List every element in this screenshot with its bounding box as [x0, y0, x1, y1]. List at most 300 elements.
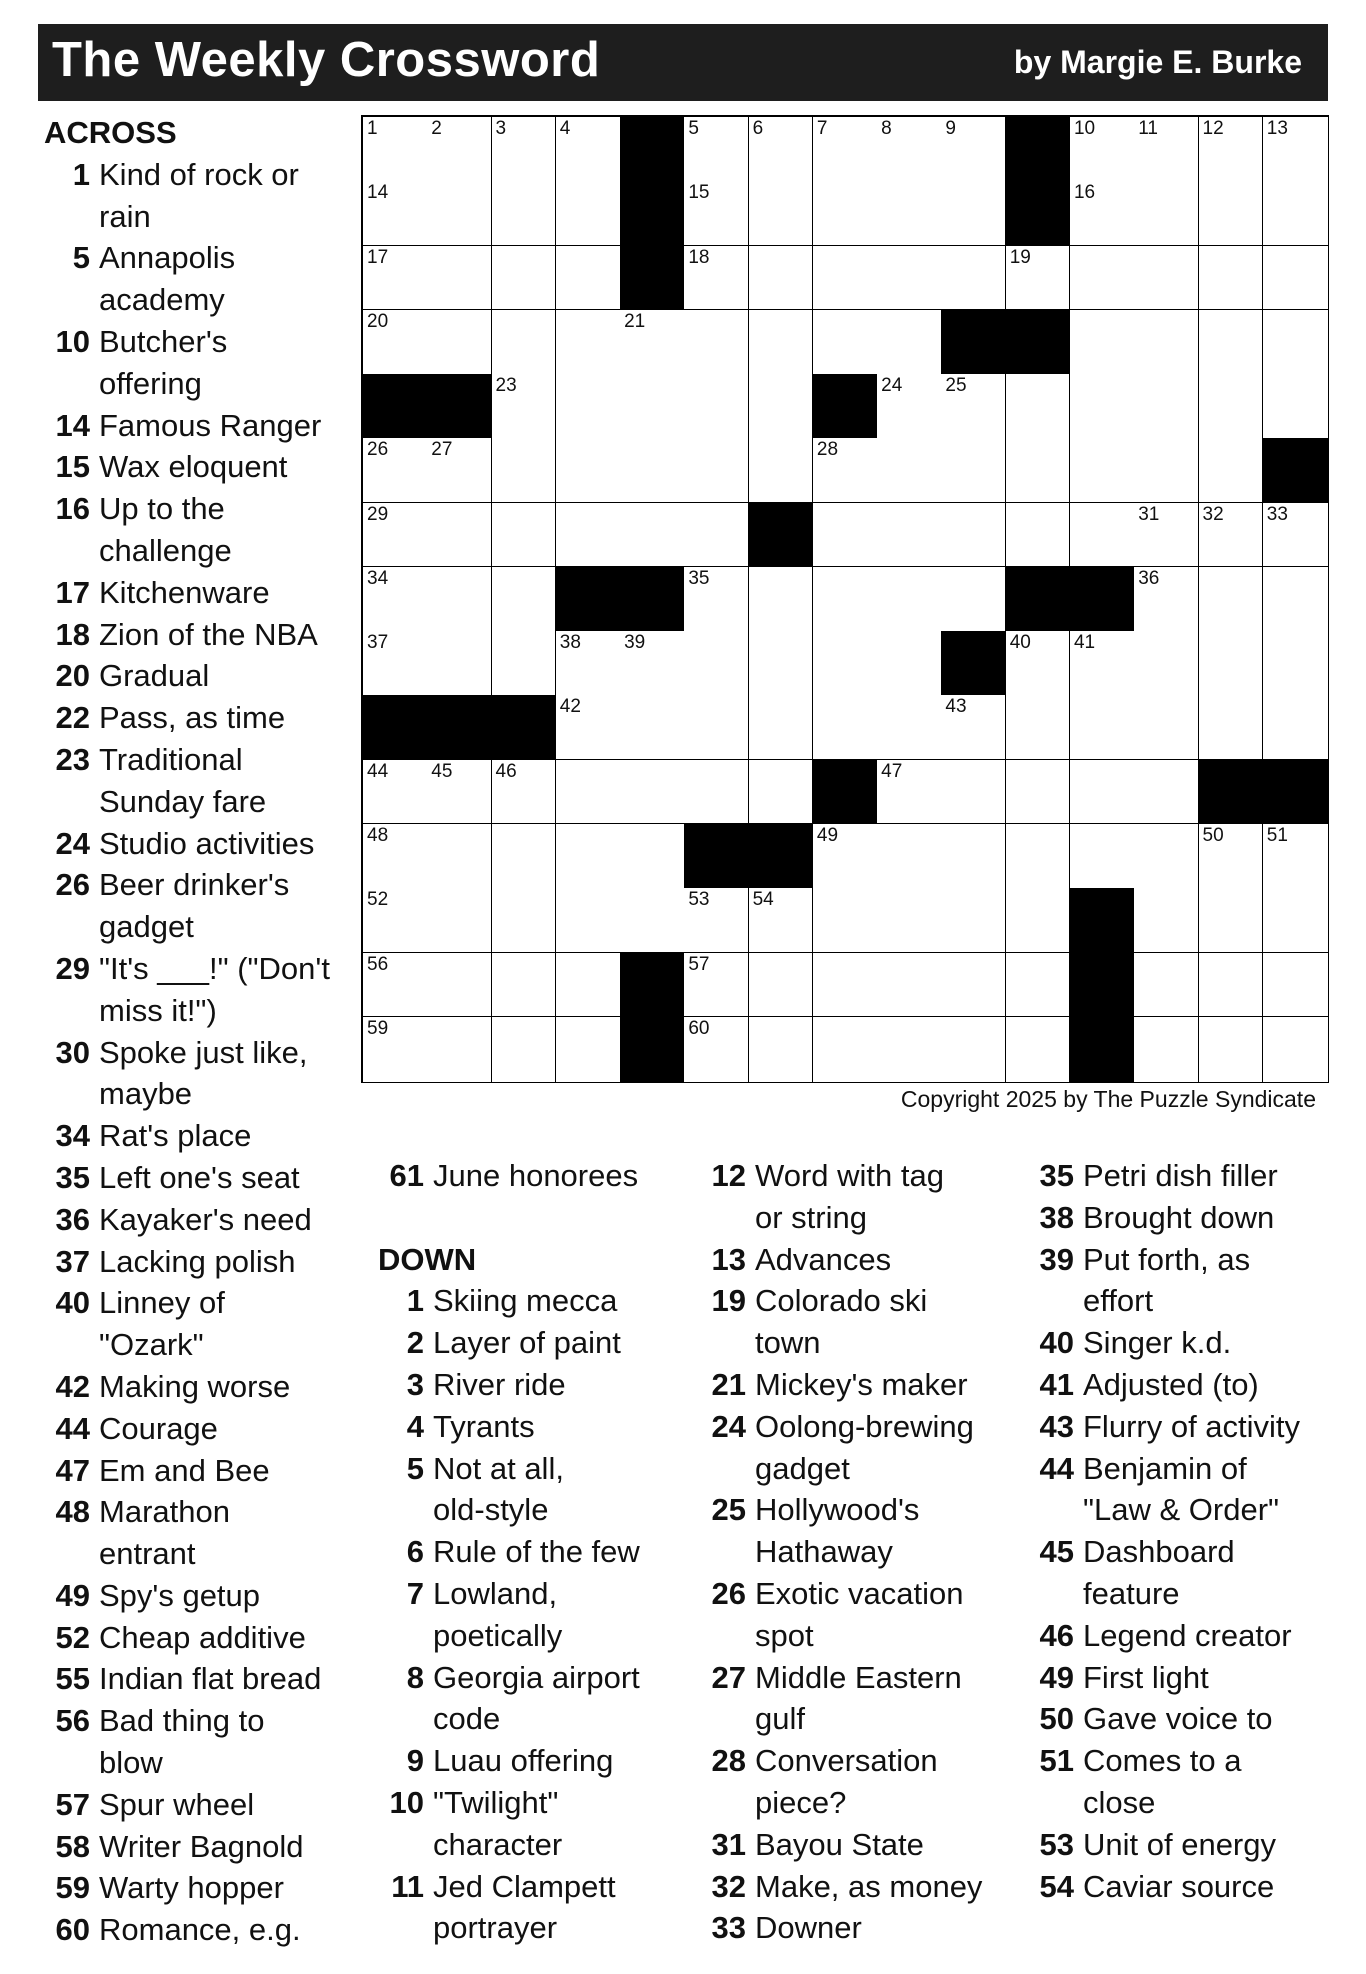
grid-cell[interactable]	[1006, 695, 1071, 760]
grid-cell[interactable]	[684, 695, 749, 760]
grid-cell[interactable]	[492, 374, 557, 439]
grid-cell[interactable]	[427, 567, 492, 632]
grid-cell[interactable]	[877, 1017, 942, 1082]
cell-number: 42	[559, 696, 581, 718]
grid-cell[interactable]	[620, 374, 685, 439]
clue-text: Sunday fare	[99, 783, 267, 819]
grid-cell[interactable]	[941, 567, 1006, 632]
clue-number: 1	[72, 156, 90, 192]
clue-item[interactable]	[700, 1657, 1020, 1741]
grid-cell[interactable]	[877, 888, 942, 953]
grid-cell[interactable]	[620, 760, 685, 825]
cell-number: 25	[945, 375, 967, 397]
cell-number: 20	[367, 310, 389, 332]
grid-cell[interactable]	[813, 246, 878, 311]
grid-cell[interactable]	[749, 310, 814, 375]
grid-cell[interactable]	[749, 695, 814, 760]
grid-cell[interactable]	[941, 824, 1006, 889]
clue-text: Making worse	[99, 1368, 291, 1404]
clue-item[interactable]	[44, 864, 364, 948]
grid-cell[interactable]	[1134, 631, 1199, 696]
grid-cell[interactable]	[363, 953, 428, 1018]
grid-cell[interactable]	[1199, 953, 1264, 1018]
clue-item[interactable]	[44, 154, 364, 238]
clue-item[interactable]	[378, 1740, 678, 1782]
grid-cell[interactable]	[1199, 181, 1264, 246]
clue-number: 16	[55, 491, 90, 527]
grid-cell[interactable]	[877, 953, 942, 1018]
grid-cell[interactable]	[813, 438, 878, 503]
clue-item[interactable]	[44, 1115, 364, 1157]
clue-item[interactable]	[44, 1032, 364, 1116]
grid-cell[interactable]	[1006, 631, 1071, 696]
clue-item[interactable]	[1028, 1448, 1348, 1532]
grid-cell[interactable]	[492, 503, 557, 568]
grid-cell[interactable]	[427, 246, 492, 311]
grid-cell[interactable]	[1006, 760, 1071, 825]
grid-cell[interactable]	[492, 246, 557, 311]
grid-cell[interactable]	[1199, 824, 1264, 889]
grid-cell[interactable]	[877, 631, 942, 696]
grid-cell[interactable]	[492, 310, 557, 375]
grid-cell[interactable]	[1199, 438, 1264, 503]
grid-cell[interactable]	[749, 631, 814, 696]
clue-item[interactable]	[1028, 1531, 1348, 1615]
grid-cell[interactable]	[749, 760, 814, 825]
clue-number: 57	[55, 1786, 90, 1822]
grid-cell[interactable]	[1199, 567, 1264, 632]
grid-cell[interactable]	[620, 438, 685, 503]
cell-number: 53	[688, 889, 710, 911]
grid-cell[interactable]	[684, 760, 749, 825]
grid-cell[interactable]	[749, 246, 814, 311]
grid-cell[interactable]	[684, 953, 749, 1018]
clue-item[interactable]	[44, 948, 364, 1032]
clue-item[interactable]	[1028, 1866, 1348, 1908]
clue-item[interactable]	[44, 1199, 364, 1241]
grid-cell[interactable]	[1134, 310, 1199, 375]
clue-item[interactable]	[378, 1322, 678, 1364]
grid-cell[interactable]	[427, 1017, 492, 1082]
grid-cell[interactable]	[941, 1017, 1006, 1082]
clue-number: 17	[55, 574, 90, 610]
clue-item[interactable]	[700, 1406, 1020, 1490]
grid-cell[interactable]	[427, 310, 492, 375]
grid-cell[interactable]	[813, 503, 878, 568]
grid-cell[interactable]	[1134, 246, 1199, 311]
grid-cell[interactable]	[1263, 695, 1328, 760]
grid-cell[interactable]	[1263, 631, 1328, 696]
clue-item[interactable]	[1028, 1322, 1348, 1364]
clue-item[interactable]	[44, 1157, 364, 1199]
grid-cell[interactable]	[363, 1017, 428, 1082]
clue-item[interactable]	[44, 1909, 364, 1951]
grid-cell[interactable]	[492, 760, 557, 825]
grid-cell[interactable]	[1263, 503, 1328, 568]
grid-cell[interactable]	[684, 310, 749, 375]
grid-cell[interactable]	[363, 888, 428, 953]
clue-item[interactable]	[700, 1489, 1020, 1573]
grid-cell[interactable]	[1070, 117, 1135, 182]
grid-cell[interactable]	[1199, 695, 1264, 760]
clue-item[interactable]	[700, 1740, 1020, 1824]
clue-item[interactable]	[44, 1366, 364, 1408]
grid-cell[interactable]	[1070, 181, 1135, 246]
grid-cell[interactable]	[556, 438, 621, 503]
grid-cell[interactable]	[427, 503, 492, 568]
grid-cell[interactable]	[1070, 438, 1135, 503]
clue-item[interactable]	[378, 1531, 678, 1573]
grid-cell[interactable]	[813, 567, 878, 632]
grid-cell[interactable]	[749, 438, 814, 503]
clue-item[interactable]	[44, 1700, 364, 1784]
clue-number: 28	[711, 1743, 746, 1779]
grid-cell[interactable]	[1006, 374, 1071, 439]
grid-block	[492, 695, 557, 760]
grid-cell[interactable]	[620, 824, 685, 889]
grid-cell[interactable]	[620, 888, 685, 953]
grid-cell[interactable]	[492, 888, 557, 953]
grid-cell[interactable]	[1006, 503, 1071, 568]
clue-item[interactable]	[44, 488, 364, 572]
grid-cell[interactable]	[877, 246, 942, 311]
grid-cell[interactable]	[556, 631, 621, 696]
grid-cell[interactable]	[427, 117, 492, 182]
grid-cell[interactable]	[684, 181, 749, 246]
clue-text: Kind of rock or	[99, 156, 299, 192]
grid-cell[interactable]	[556, 824, 621, 889]
grid-cell[interactable]	[1070, 760, 1135, 825]
grid-cell[interactable]	[492, 953, 557, 1018]
grid-cell[interactable]	[1263, 374, 1328, 439]
clue-item[interactable]	[44, 1450, 364, 1492]
grid-cell[interactable]	[363, 503, 428, 568]
grid-cell[interactable]	[363, 181, 428, 246]
grid-cell[interactable]	[492, 824, 557, 889]
clue-item[interactable]	[44, 237, 364, 321]
grid-cell[interactable]	[877, 438, 942, 503]
clue-item[interactable]	[44, 697, 364, 739]
grid-cell[interactable]	[492, 1017, 557, 1082]
clue-item[interactable]	[44, 1867, 364, 1909]
grid-cell[interactable]	[813, 117, 878, 182]
grid-cell[interactable]	[941, 503, 1006, 568]
clue-item[interactable]	[1028, 1197, 1348, 1239]
clue-item[interactable]	[1028, 1406, 1348, 1448]
clue-text: Writer Bagnold	[99, 1828, 304, 1864]
grid-cell[interactable]	[813, 631, 878, 696]
clue-item[interactable]	[1028, 1239, 1348, 1323]
grid-cell[interactable]	[363, 824, 428, 889]
grid-cell[interactable]	[427, 824, 492, 889]
grid-cell[interactable]	[877, 181, 942, 246]
grid-cell[interactable]	[427, 181, 492, 246]
grid-cell[interactable]	[492, 117, 557, 182]
grid-cell[interactable]	[877, 117, 942, 182]
clue-item[interactable]	[700, 1364, 1020, 1406]
grid-cell[interactable]	[877, 760, 942, 825]
grid-cell[interactable]	[749, 567, 814, 632]
clue-item[interactable]	[44, 1617, 364, 1659]
grid-cell[interactable]	[620, 310, 685, 375]
grid-block	[620, 181, 685, 246]
grid-cell[interactable]	[1263, 1017, 1328, 1082]
grid-cell[interactable]	[813, 695, 878, 760]
grid-cell[interactable]	[427, 888, 492, 953]
grid-cell[interactable]	[620, 631, 685, 696]
clue-item[interactable]	[44, 321, 364, 405]
grid-cell[interactable]	[1006, 246, 1071, 311]
grid-cell[interactable]	[877, 695, 942, 760]
clue-item[interactable]	[44, 1408, 364, 1450]
grid-cell[interactable]	[363, 246, 428, 311]
clue-item[interactable]	[700, 1907, 1020, 1949]
grid-cell[interactable]	[556, 888, 621, 953]
clue-text: Georgia airport	[433, 1659, 640, 1695]
grid-cell[interactable]	[363, 438, 428, 503]
clue-item[interactable]	[378, 1448, 678, 1532]
clue-item[interactable]	[700, 1239, 1020, 1281]
grid-cell[interactable]	[941, 438, 1006, 503]
grid-cell[interactable]	[1006, 953, 1071, 1018]
clue-item[interactable]	[44, 1491, 364, 1575]
grid-cell[interactable]	[813, 181, 878, 246]
grid-cell[interactable]	[1263, 824, 1328, 889]
crossword-grid[interactable]	[361, 115, 1329, 1083]
grid-cell[interactable]	[427, 438, 492, 503]
grid-cell[interactable]	[1263, 310, 1328, 375]
clue-item[interactable]	[700, 1824, 1020, 1866]
clue-number: 18	[55, 616, 90, 652]
grid-cell[interactable]	[556, 246, 621, 311]
grid-cell[interactable]	[620, 503, 685, 568]
grid-cell[interactable]	[877, 567, 942, 632]
grid-cell[interactable]	[1263, 181, 1328, 246]
clue-item[interactable]	[378, 1573, 678, 1657]
clue-item[interactable]	[378, 1866, 678, 1950]
grid-cell[interactable]	[1070, 374, 1135, 439]
grid-cell[interactable]	[492, 181, 557, 246]
clue-item[interactable]	[44, 614, 364, 656]
clue-item[interactable]	[378, 1364, 678, 1406]
grid-cell[interactable]	[749, 117, 814, 182]
grid-cell[interactable]	[1199, 1017, 1264, 1082]
grid-cell[interactable]	[1070, 503, 1135, 568]
grid-cell[interactable]	[877, 310, 942, 375]
clue-item[interactable]	[44, 1658, 364, 1700]
grid-cell[interactable]	[556, 695, 621, 760]
clue-item[interactable]	[44, 572, 364, 614]
grid-cell[interactable]	[1263, 888, 1328, 953]
grid-cell[interactable]	[556, 310, 621, 375]
clue-item[interactable]	[1028, 1615, 1348, 1657]
grid-cell[interactable]	[941, 695, 1006, 760]
clue-item[interactable]	[378, 1406, 678, 1448]
grid-cell[interactable]	[1134, 503, 1199, 568]
grid-cell[interactable]	[749, 374, 814, 439]
grid-cell[interactable]	[363, 117, 428, 182]
grid-cell[interactable]	[427, 760, 492, 825]
grid-cell[interactable]	[1134, 438, 1199, 503]
clue-item[interactable]	[44, 739, 364, 823]
grid-cell[interactable]	[1263, 953, 1328, 1018]
grid-cell[interactable]	[813, 888, 878, 953]
grid-cell[interactable]	[813, 953, 878, 1018]
clue-text: Marathon	[99, 1494, 230, 1530]
grid-cell[interactable]	[1199, 246, 1264, 311]
grid-cell[interactable]	[1263, 246, 1328, 311]
grid-cell[interactable]	[492, 631, 557, 696]
grid-cell[interactable]	[941, 888, 1006, 953]
clue-item[interactable]	[378, 1155, 678, 1197]
grid-cell[interactable]	[749, 888, 814, 953]
grid-cell[interactable]	[877, 824, 942, 889]
grid-cell[interactable]	[1199, 888, 1264, 953]
grid-cell[interactable]	[1070, 310, 1135, 375]
clue-text: Lacking polish	[99, 1243, 296, 1279]
clue-item[interactable]	[44, 1241, 364, 1283]
grid-cell[interactable]	[684, 117, 749, 182]
clue-item[interactable]	[378, 1657, 678, 1741]
clue-text: Tyrants	[433, 1408, 535, 1444]
grid-cell[interactable]	[877, 374, 942, 439]
grid-cell[interactable]	[684, 246, 749, 311]
grid-cell[interactable]	[684, 1017, 749, 1082]
grid-cell[interactable]	[556, 953, 621, 1018]
clue-item[interactable]	[44, 1575, 364, 1617]
clue-text: Layer of paint	[433, 1325, 621, 1361]
clue-item[interactable]	[700, 1280, 1020, 1364]
grid-cell[interactable]	[1006, 824, 1071, 889]
grid-cell[interactable]	[363, 631, 428, 696]
grid-cell[interactable]	[684, 567, 749, 632]
grid-cell[interactable]	[1070, 824, 1135, 889]
cell-number: 39	[624, 632, 646, 654]
clue-number: 21	[711, 1366, 746, 1402]
grid-block	[620, 567, 685, 632]
grid-cell[interactable]	[813, 1017, 878, 1082]
clue-number: 54	[1039, 1868, 1074, 1904]
grid-cell[interactable]	[620, 695, 685, 760]
clue-text: Linney of	[99, 1285, 225, 1321]
clue-item[interactable]	[44, 1826, 364, 1868]
clue-item[interactable]	[700, 1573, 1020, 1657]
grid-cell[interactable]	[556, 181, 621, 246]
grid-cell[interactable]	[684, 888, 749, 953]
grid-cell[interactable]	[1006, 888, 1071, 953]
grid-cell[interactable]	[1070, 631, 1135, 696]
grid-cell[interactable]	[941, 181, 1006, 246]
grid-block	[620, 953, 685, 1018]
clue-item[interactable]	[1028, 1740, 1348, 1824]
clue-number: 56	[55, 1703, 90, 1739]
grid-cell[interactable]	[749, 1017, 814, 1082]
grid-cell[interactable]	[556, 503, 621, 568]
clue-item[interactable]	[44, 1784, 364, 1826]
clue-item[interactable]	[44, 823, 364, 865]
clue-item[interactable]	[1028, 1155, 1348, 1197]
clue-item[interactable]	[1028, 1657, 1348, 1699]
grid-cell[interactable]	[749, 181, 814, 246]
grid-cell[interactable]	[1199, 374, 1264, 439]
grid-cell[interactable]	[363, 310, 428, 375]
grid-cell[interactable]	[684, 631, 749, 696]
clue-item[interactable]	[1028, 1364, 1348, 1406]
grid-cell[interactable]	[363, 567, 428, 632]
clue-item[interactable]	[700, 1866, 1020, 1908]
cell-number: 37	[367, 632, 389, 654]
grid-cell[interactable]	[492, 567, 557, 632]
grid-cell[interactable]	[556, 760, 621, 825]
grid-block	[1070, 1017, 1135, 1082]
grid-cell[interactable]	[813, 824, 878, 889]
grid-cell[interactable]	[492, 438, 557, 503]
grid-cell[interactable]	[363, 760, 428, 825]
clue-text: Dashboard	[1083, 1534, 1235, 1570]
grid-cell[interactable]	[877, 503, 942, 568]
grid-cell[interactable]	[1134, 1017, 1199, 1082]
grid-block	[427, 695, 492, 760]
clue-number: 30	[55, 1034, 90, 1070]
grid-cell[interactable]	[684, 438, 749, 503]
clue-item[interactable]	[44, 655, 364, 697]
grid-cell[interactable]	[1134, 181, 1199, 246]
grid-cell[interactable]	[941, 374, 1006, 439]
grid-cell[interactable]	[427, 953, 492, 1018]
clue-item[interactable]	[44, 1282, 364, 1366]
grid-cell[interactable]	[941, 760, 1006, 825]
grid-cell[interactable]	[749, 953, 814, 1018]
grid-block	[749, 503, 814, 568]
clue-item[interactable]	[378, 1782, 678, 1866]
grid-cell[interactable]	[1263, 567, 1328, 632]
grid-cell[interactable]	[1070, 695, 1135, 760]
grid-cell[interactable]	[1199, 503, 1264, 568]
grid-cell[interactable]	[1199, 310, 1264, 375]
grid-cell[interactable]	[1134, 953, 1199, 1018]
grid-cell[interactable]	[813, 310, 878, 375]
grid-cell[interactable]	[556, 374, 621, 439]
grid-cell[interactable]	[1199, 117, 1264, 182]
clue-item[interactable]	[700, 1155, 1020, 1239]
grid-cell[interactable]	[1263, 117, 1328, 182]
grid-cell[interactable]	[1134, 567, 1199, 632]
grid-cell[interactable]	[1134, 888, 1199, 953]
clue-item[interactable]	[1028, 1824, 1348, 1866]
clue-item[interactable]	[1028, 1698, 1348, 1740]
grid-cell[interactable]	[1134, 695, 1199, 760]
grid-cell[interactable]	[556, 1017, 621, 1082]
grid-cell[interactable]	[1134, 824, 1199, 889]
grid-cell[interactable]	[941, 117, 1006, 182]
grid-cell[interactable]	[684, 503, 749, 568]
grid-cell[interactable]	[556, 117, 621, 182]
clue-item[interactable]	[44, 446, 364, 488]
grid-cell[interactable]	[1134, 374, 1199, 439]
clue-item[interactable]	[378, 1280, 678, 1322]
grid-cell[interactable]	[1070, 246, 1135, 311]
grid-cell[interactable]	[1199, 631, 1264, 696]
grid-cell[interactable]	[1134, 117, 1199, 182]
clue-item[interactable]	[44, 405, 364, 447]
grid-cell[interactable]	[941, 953, 1006, 1018]
grid-cell[interactable]	[1134, 760, 1199, 825]
grid-cell[interactable]	[684, 374, 749, 439]
grid-cell[interactable]	[941, 246, 1006, 311]
grid-cell[interactable]	[1006, 1017, 1071, 1082]
grid-cell[interactable]	[1006, 438, 1071, 503]
grid-cell[interactable]	[427, 631, 492, 696]
